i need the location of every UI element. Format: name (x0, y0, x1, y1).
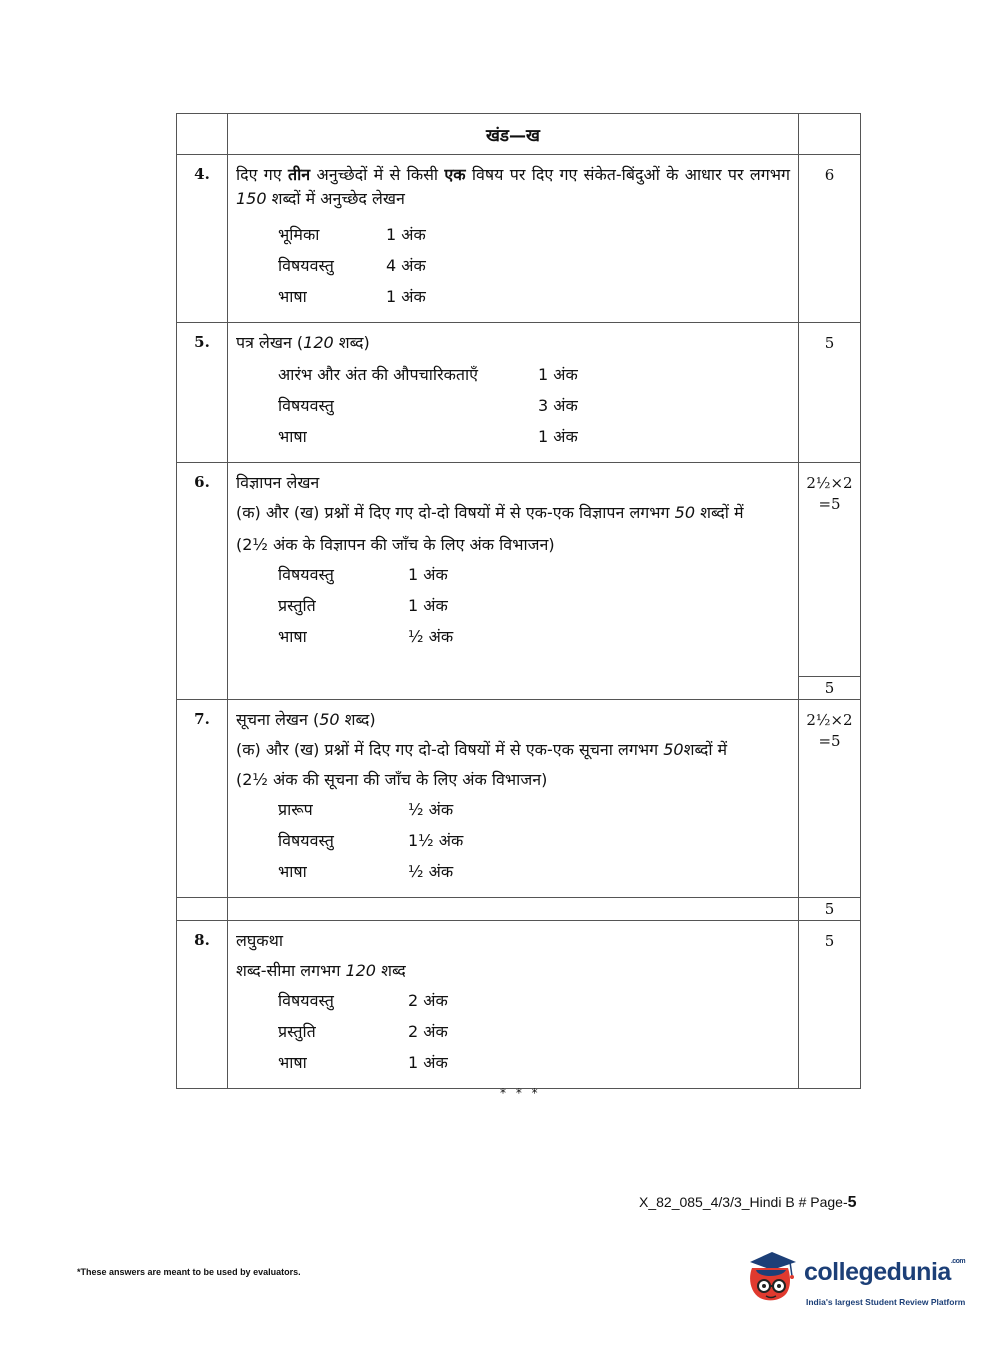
question-title: पत्र लेखन (120 शब्द) (236, 333, 370, 352)
breakdown-item: विषयवस्तु 4 अंक (278, 255, 426, 275)
section-title: खंड—ख (228, 114, 799, 155)
breakdown-item: विषयवस्तु 1 अंक (278, 564, 448, 584)
evaluator-note: *These answers are meant to be used by evaluators. (77, 1267, 301, 1277)
page-number: 5 (847, 1194, 857, 1211)
mascot-icon (742, 1248, 800, 1308)
marks-formula: 2½×2 =5 (799, 700, 861, 898)
breakdown-item: आरंभ और अंत की औपचारिकताएँ 1 अंक (278, 364, 578, 384)
breakdown-item: भाषा 1 अंक (278, 426, 578, 446)
breakdown-item: विषयवस्तु 2 अंक (278, 990, 448, 1010)
breakdown-item: भाषा ½ अंक (278, 861, 454, 881)
marks-breakdown (278, 985, 790, 1078)
question-number: 4. (177, 155, 228, 323)
breakdown-note: (2½ अंक की सूचना की जाँच के लिए अंक विभाजन) (236, 770, 548, 789)
question-text: शब्द-सीमा लगभग 120 शब्द (236, 961, 406, 980)
brand-tagline: India's largest Student Review Platform (806, 1297, 966, 1307)
question-text: (क) और (ख) प्रश्नों में दिए गए दो-दो विषयों में से एक-एक सूचना लगभग 50शब्दों में (236, 740, 728, 759)
question-title: विज्ञापन लेखन (236, 473, 320, 492)
marks-formula: 2½×2 =5 (799, 463, 861, 677)
breakdown-item: विषयवस्तु 3 अंक (278, 395, 578, 415)
question-row-8 (177, 921, 861, 1089)
breakdown-item: भाषा 1 अंक (278, 1052, 448, 1072)
question-number: 5. (177, 323, 228, 463)
breakdown-item: विषयवस्तु 1½ अंक (278, 830, 464, 850)
breakdown-item: भाषा ½ अंक (278, 626, 454, 646)
question-title: लघुकथा (236, 931, 283, 950)
question-row-7 (177, 700, 861, 898)
marks-breakdown (278, 794, 790, 887)
end-mark: * * * (500, 1086, 541, 1100)
total-marks: 5 (799, 921, 861, 1089)
page-footer (639, 1194, 857, 1212)
total-marks: 5 (799, 323, 861, 463)
breakdown-item: प्रस्तुति 1 अंक (278, 595, 448, 615)
question-text: (क) और (ख) प्रश्नों में दिए गए दो-दो विषयों में से एक-एक विज्ञापन लगभग 50 शब्दों में (236, 503, 744, 522)
marks-breakdown (278, 219, 790, 312)
breakdown-item: भाषा 1 अंक (278, 286, 426, 306)
question-number: 7. (177, 700, 228, 898)
marking-scheme-table (176, 113, 861, 1089)
question-number: 6. (177, 463, 228, 700)
subtotal-marks: 5 (799, 677, 861, 700)
brand-name: collegedunia (804, 1258, 951, 1286)
total-marks: 6 (799, 155, 861, 323)
marks-breakdown (278, 559, 790, 652)
question-text: दिए गए तीन अनुच्छेदों में से किसी एक विषय पर दिए गए संकेत-बिंदुओं के आधार पर लगभग 150 शब्दों में अनुच्छेद लेखन (236, 165, 790, 208)
paper-code: X_82_085_4/3/3_Hindi B # Page- (639, 1194, 848, 1210)
breakdown-item: भूमिका 1 अंक (278, 224, 426, 244)
section-header-row (177, 114, 861, 155)
question-row-6 (177, 463, 861, 677)
subtotal-marks: 5 (799, 898, 861, 921)
brand-logo (742, 1248, 982, 1318)
breakdown-item: प्रारूप ½ अंक (278, 799, 454, 819)
question-row-5 (177, 323, 861, 463)
question-number: 8. (177, 921, 228, 1089)
breakdown-note: (2½ अंक के विज्ञापन की जाँच के लिए अंक विभाजन) (236, 535, 555, 554)
question-row-4 (177, 155, 861, 323)
question-title: सूचना लेखन (50 शब्द) (236, 710, 376, 729)
brand-dotcom: .com (950, 1258, 966, 1265)
breakdown-item: प्रस्तुति 2 अंक (278, 1021, 448, 1041)
marks-breakdown (278, 359, 790, 452)
